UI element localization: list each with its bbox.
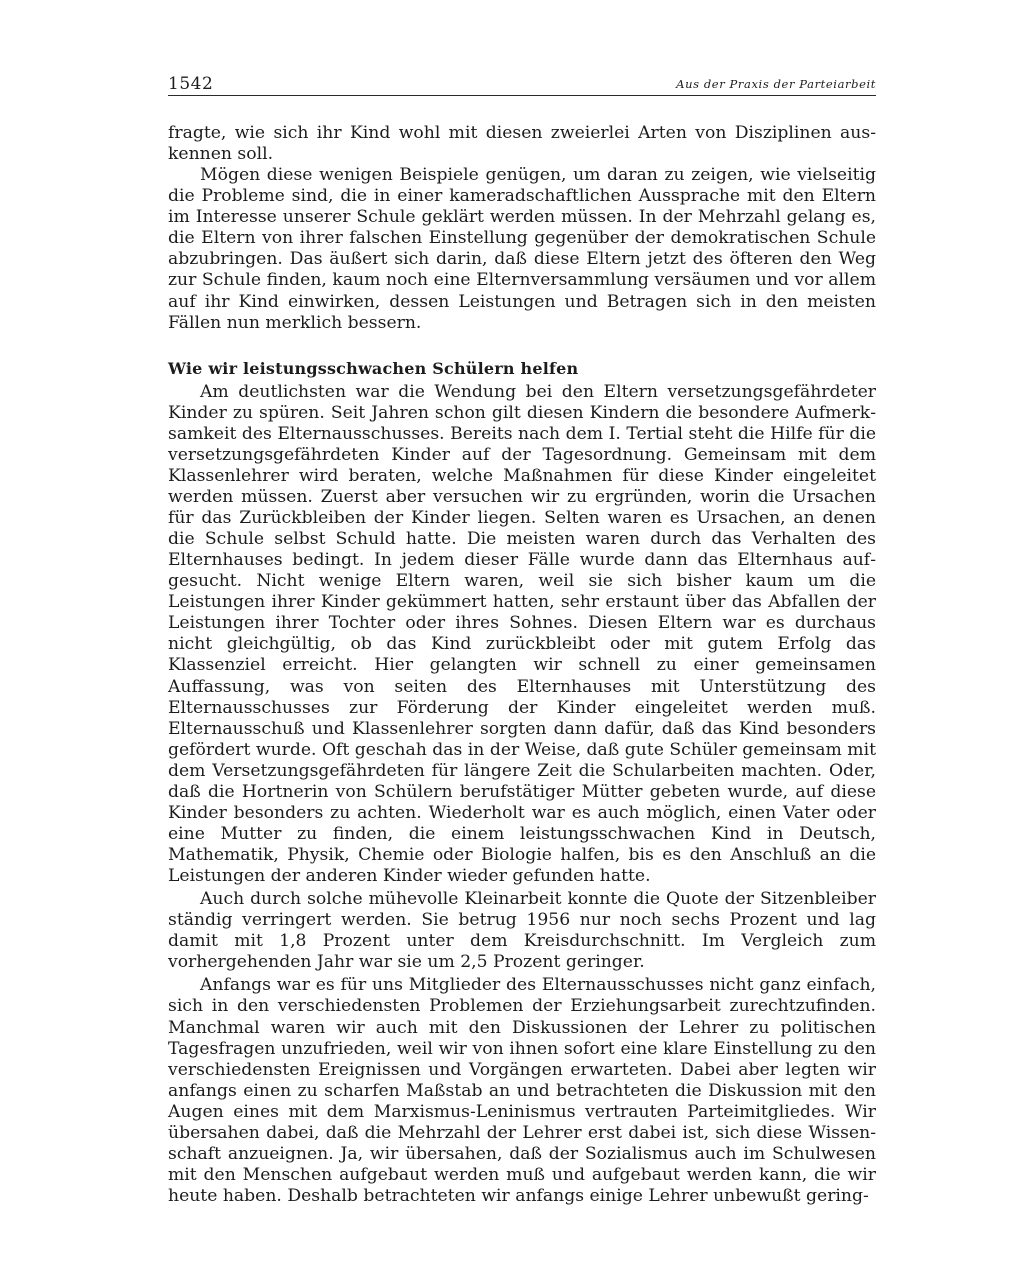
page-header bbox=[168, 74, 876, 94]
body-text bbox=[168, 123, 876, 1207]
paragraph: Auch durch solche mühevolle Kleinarbeit konnte die Quote der Sitzenbleiber ständig verringert werden. Sie betrug 1956 nur noch sechs Prozent und lag damit mit 1,8 Prozent unter dem Kreisdurchschnitt. Im Vergleich zum vorhergehenden Jahr war sie um 2,5 Prozent geringer. bbox=[168, 889, 876, 973]
paragraph: Am deutlichsten war die Wendung bei den Eltern versetzungsgefährdeter Kinder zu spüren. Seit Jahren schon gilt diesen Kindern die besondere Aufmerksamkeit des Elternausschusses. Bereits nach dem I. Tertial steht die Hilfe für die versetzungsgefährdeten Kinder auf der Tagesordnung. Gemeinsam mit dem Klassenlehrer wird beraten, welche Maßnahmen für diese Kinder eingeleitet werden müssen. Zuerst aber versuchen wir zu ergründen, worin die Ursachen für das Zurückbleiben der Kinder liegen. Selten waren es Ursachen, an denen die Schule selbst Schuld hatte. Die meisten waren durch das Verhalten des Elternhauses bedingt. In jedem dieser Fälle wurde dann das Elternhaus aufgesucht. Nicht wenige Eltern waren, weil sie sich bisher kaum um die Leistungen ihrer Kinder gekümmert hatten, sehr erstaunt über das Abfallen der Leistungen ihrer Tochter oder ihres Sohnes. Diesen Eltern war es durchaus nicht gleichgültig, ob das Kind zurückbleibt oder mit gutem Erfolg das Klassenziel erreicht. Hier gelangten wir schnell zu einer gemeinsamen Auffassung, was von seiten des Elternhauses mit Unterstützung des Elternausschusses zur Förderung der Kinder eingeleitet werden muß. Elternausschuß und Klassenlehrer sorgten dann dafür, daß das Kind besonders gefördert wurde. Oft geschah das in der Weise, daß gute Schüler gemeinsam mit dem Versetzungsgefährdeten für längere Zeit die Schularbeiten machten. Oder, daß die Hortnerin von Schülern berufstätiger Mütter gebeten wurde, auf diese Kinder besonders zu achten. Wiederholt war es auch möglich, einen Vater oder eine Mutter zu finden, die einem leistungsschwachen Kind in Deutsch, Mathematik, Physik, Chemie oder Biologie halfen, bis es den Anschluß an die Leistungen der anderen Kinder wieder gefunden hatte. bbox=[168, 381, 876, 887]
section-heading: Wie wir leistungsschwachen Schülern helfen bbox=[168, 358, 579, 378]
paragraph: Mögen diese wenigen Beispiele genügen, um daran zu zeigen, wie vielseitig die Probleme sind, die in einer kameradschaftlichen Aussprache mit den Eltern im Interesse unserer Schule geklärt werden müssen. In der Mehrzahl gelang es, die Eltern von ihrer falschen Einstellung gegenüber der demokratischen Schule abzubringen. Das äußert sich darin, daß diese Eltern jetzt des öfteren den Weg zur Schule finden, kaum noch eine Elternversammlung versäumen und vor allem auf ihr Kind einwirken, dessen Leistungen und Betragen sich in den meisten Fällen nun merklich bessern. bbox=[168, 165, 876, 333]
header-rule bbox=[168, 95, 876, 96]
running-head: Aus der Praxis der Parteiarbeit bbox=[676, 77, 876, 91]
paragraph: Anfangs war es für uns Mitglieder des Elternausschusses nicht ganz einfach, sich in den verschiedensten Problemen der Erziehungsarbeit zurechtzufinden. Manchmal waren wir auch mit den Diskussionen der Lehrer zu politischen Tagesfragen unzufrieden, weil wir von ihnen sofort eine klare Einstellung zu den verschiedensten Ereignissen und Vorgängen erwarteten. Dabei aber legten wir anfangs einen zu scharfen Maßstab an und betrachteten die Diskussion mit den Augen eines mit dem Marxismus-Leninismus vertrauten Parteimitgliedes. Wir übersahen dabei, daß die Mehrzahl der Lehrer erst dabei ist, sich diese Wissenschaft anzueignen. Ja, wir übersahen, daß der Sozialismus auch im Schulwesen mit den Menschen aufgebaut werden muß und aufgebaut werden kann, die wir heute haben. Deshalb betrachteten wir anfangs einige Lehrer unbewußt gering- bbox=[168, 975, 876, 1206]
paragraph: fragte, wie sich ihr Kind wohl mit diesen zweierlei Arten von Disziplinen auskennen soll. bbox=[168, 123, 876, 165]
page-number: 1542 bbox=[168, 74, 214, 94]
